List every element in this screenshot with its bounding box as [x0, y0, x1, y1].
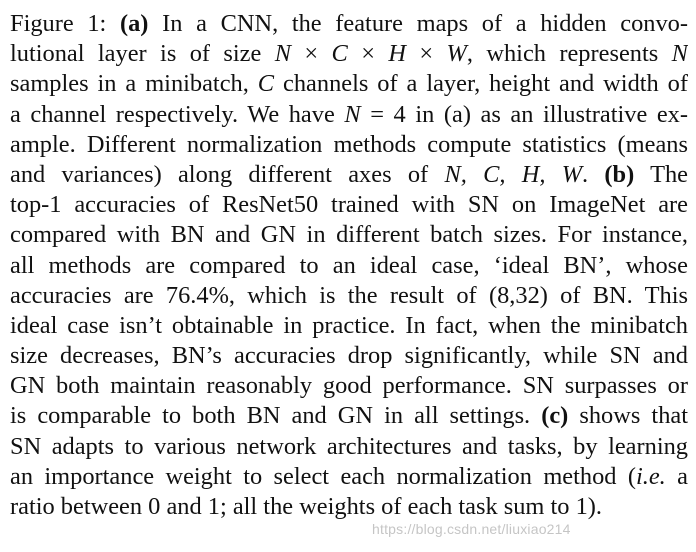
panel-label-c: (c) [541, 402, 569, 430]
caption-text: ratio between 0 and 1; all the weights of each task sum to 1). [10, 493, 602, 520]
caption-line-14 [10, 401, 688, 431]
math-equation: = 4 [370, 100, 406, 128]
caption-text: The [650, 160, 688, 188]
caption-line-17 [10, 492, 688, 522]
caption-text: an importance weight to select each normalization method ( [10, 462, 636, 490]
caption-line-1 [10, 9, 688, 39]
math-var: C [331, 40, 348, 68]
caption-text: all methods are compared to an ideal case, ‘ideal BN’, whose [10, 251, 688, 279]
figure-caption [10, 9, 688, 522]
math-var: N [344, 100, 361, 128]
caption-text: size decreases, BN’s accuracies drop significantly, while SN and [10, 342, 688, 370]
caption-line-5 [10, 130, 688, 160]
caption-line-13 [10, 371, 688, 401]
caption-text: SN adapts to various network architectures and tasks, by learning [10, 432, 688, 460]
panel-label-a: (a) [119, 10, 149, 37]
caption-text: in (a) as an illustrative ex- [415, 100, 688, 128]
caption-text: compared with BN and GN in different batch sizes. For instance, [10, 221, 688, 249]
caption-text: a [677, 462, 688, 490]
caption-line-10 [10, 281, 688, 311]
caption-line-6 [10, 160, 688, 190]
caption-line-16 [10, 462, 688, 492]
math-var: W [446, 40, 467, 68]
math-op: × [304, 40, 319, 68]
caption-line-12 [10, 341, 688, 371]
caption-text: accuracies are 76.4%, which is the result of (8,32) of BN. This [10, 281, 688, 309]
caption-line-15 [10, 432, 688, 462]
caption-line-2 [10, 39, 688, 69]
caption-line-7 [10, 190, 688, 220]
caption-text: . [582, 160, 589, 188]
caption-text: lutional layer is of size [10, 40, 262, 68]
caption-text: GN both maintain reasonably good performance. SN surpasses or [10, 372, 688, 400]
math-var: C [257, 70, 275, 98]
caption-line-11 [10, 311, 688, 341]
caption-line-4 [10, 100, 688, 130]
math-var: H [388, 40, 406, 68]
caption-text: and variances) along different axes of [10, 160, 429, 188]
caption-line-9 [10, 251, 688, 281]
math-axes: N, C, H, W [444, 160, 583, 188]
caption-text: ample. Different normalization methods compute statistics (means [10, 130, 688, 158]
caption-line-3 [10, 69, 688, 99]
caption-text: , which represents [466, 40, 659, 68]
caption-text: ideal case isn’t obtainable in practice. In fact, when the minibatch [10, 311, 688, 339]
caption-line-8 [10, 220, 688, 250]
math-op: × [361, 40, 375, 68]
caption-text: In a CNN, the feature maps of a hidden convo- [162, 10, 688, 37]
caption-text: top-1 accuracies of ResNet50 trained with SN on ImageNet are [10, 191, 688, 219]
caption-text: a channel respectively. We have [10, 100, 335, 128]
caption-text: channels of a layer, height and width of [283, 70, 688, 98]
figure-label: Figure 1: [10, 10, 107, 37]
math-var: N [274, 40, 291, 68]
caption-text: is comparable to both BN and GN in all settings. [10, 402, 531, 430]
panel-label-b: (b) [604, 160, 635, 188]
math-var: N [671, 40, 688, 68]
ie-abbrev: i.e. [635, 462, 666, 490]
caption-text: samples in a minibatch, [10, 70, 249, 98]
watermark: https://blog.csdn.net/liuxiao214 [372, 521, 571, 537]
math-op: × [419, 40, 434, 68]
caption-text: shows that [579, 402, 688, 430]
